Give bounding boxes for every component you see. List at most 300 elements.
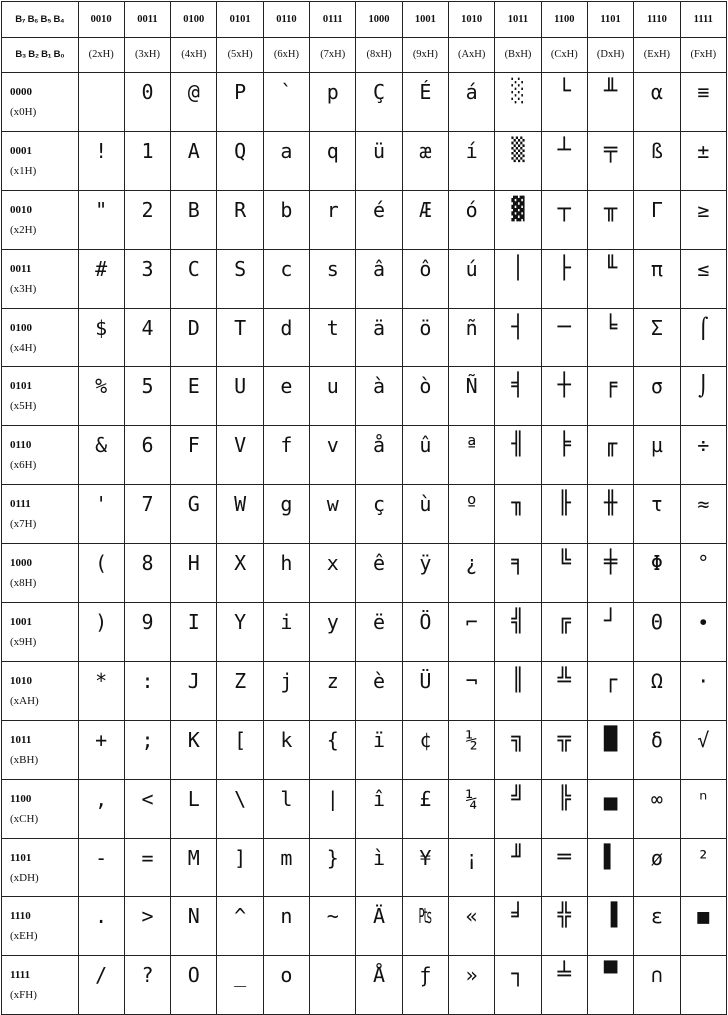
- character-cell: ú: [449, 249, 495, 308]
- character-cell: ╤: [587, 131, 633, 190]
- column-hex-label: (CxH): [550, 49, 578, 60]
- character-cell: ~: [310, 897, 356, 956]
- row-hex-label: (x1H): [10, 164, 37, 177]
- column-header: [541, 2, 587, 73]
- header-row: [2, 2, 727, 73]
- character-cell: ┘: [587, 603, 633, 662]
- character-cell: i: [263, 603, 309, 662]
- character-cell: >: [124, 897, 170, 956]
- column-header: [217, 2, 263, 73]
- character-cell: ': [78, 485, 124, 544]
- character-cell: ó: [449, 190, 495, 249]
- character-cell: t: [310, 308, 356, 367]
- character-cell: Ñ: [449, 367, 495, 426]
- character-cell: «: [449, 897, 495, 956]
- row-header: [2, 720, 79, 779]
- character-cell: ╧: [541, 956, 587, 1015]
- character-cell: <: [124, 779, 170, 838]
- character-cell: &: [78, 426, 124, 485]
- character-cell: ±: [680, 131, 726, 190]
- character-cell: h: [263, 544, 309, 603]
- character-cell: %: [78, 367, 124, 426]
- table-row: [2, 838, 727, 897]
- column-binary-label: 0011: [125, 2, 170, 38]
- character-cell: ⁿ: [680, 779, 726, 838]
- character-cell: P: [217, 73, 263, 132]
- character-cell: ₧: [402, 897, 448, 956]
- table-row: [2, 190, 727, 249]
- character-cell: æ: [402, 131, 448, 190]
- character-cell: ╚: [541, 544, 587, 603]
- character-cell: ╨: [587, 73, 633, 132]
- character-cell: ;: [124, 720, 170, 779]
- column-hex-label: (ExH): [643, 49, 671, 60]
- character-cell: Y: [217, 603, 263, 662]
- character-cell: [78, 73, 124, 132]
- row-binary-label: 0011: [10, 262, 32, 275]
- column-hex-label: (FxH): [690, 49, 717, 60]
- column-header: [587, 2, 633, 73]
- row-header: [2, 779, 79, 838]
- character-cell: [310, 956, 356, 1015]
- character-cell: ▀: [587, 956, 633, 1015]
- character-cell: E: [171, 367, 217, 426]
- column-binary-label: 1001: [403, 2, 448, 38]
- character-cell: ╔: [541, 603, 587, 662]
- table-row: [2, 249, 727, 308]
- row-hex-label: (x4H): [10, 341, 37, 354]
- character-cell: █: [587, 720, 633, 779]
- character-cell: Ö: [402, 603, 448, 662]
- character-cell: =: [124, 838, 170, 897]
- character-cell: ]: [217, 838, 263, 897]
- character-cell: S: [217, 249, 263, 308]
- character-cell: D: [171, 308, 217, 367]
- character-cell: ╗: [495, 720, 541, 779]
- row-hex-label: (x2H): [10, 223, 37, 236]
- character-cell: ┐: [495, 956, 541, 1015]
- character-cell: ä: [356, 308, 402, 367]
- character-cell: ╕: [495, 544, 541, 603]
- character-cell: ÿ: [402, 544, 448, 603]
- character-cell: ñ: [449, 308, 495, 367]
- character-cell: ═: [541, 838, 587, 897]
- row-header: [2, 838, 79, 897]
- character-cell: Φ: [634, 544, 680, 603]
- character-cell: α: [634, 73, 680, 132]
- column-header: [78, 2, 124, 73]
- character-cell: ·: [680, 661, 726, 720]
- character-cell: N: [171, 897, 217, 956]
- character-cell: ▐: [587, 897, 633, 956]
- character-cell: ║: [495, 661, 541, 720]
- character-cell: ∙: [680, 603, 726, 662]
- row-hex-label: (xBH): [10, 753, 39, 766]
- character-cell: Å: [356, 956, 402, 1015]
- row-hex-label: (x7H): [10, 518, 37, 531]
- character-cell: z: [310, 661, 356, 720]
- character-cell: ≥: [680, 190, 726, 249]
- row-header: [2, 661, 79, 720]
- character-cell: ô: [402, 249, 448, 308]
- table-row: [2, 897, 727, 956]
- row-binary-label: 1100: [10, 792, 32, 805]
- row-header: [2, 426, 79, 485]
- character-cell: ╢: [495, 426, 541, 485]
- character-cell: ╙: [587, 249, 633, 308]
- character-cell: A: [171, 131, 217, 190]
- character-cell: │: [495, 249, 541, 308]
- column-header: [263, 2, 309, 73]
- character-cell: ∩: [634, 956, 680, 1015]
- character-cell: ò: [402, 367, 448, 426]
- character-cell: ╩: [541, 661, 587, 720]
- character-cell: \: [217, 779, 263, 838]
- character-cell: ü: [356, 131, 402, 190]
- row-binary-label: 1101: [10, 851, 32, 864]
- character-cell: ²: [680, 838, 726, 897]
- character-cell: `: [263, 73, 309, 132]
- character-cell: u: [310, 367, 356, 426]
- character-cell: T: [217, 308, 263, 367]
- character-cell: £: [402, 779, 448, 838]
- table-row: [2, 661, 727, 720]
- column-binary-label: 0100: [171, 2, 216, 38]
- character-cell: 0: [124, 73, 170, 132]
- character-cell: I: [171, 603, 217, 662]
- column-header: [310, 2, 356, 73]
- character-cell: :: [124, 661, 170, 720]
- column-binary-label: 0101: [217, 2, 262, 38]
- character-cell: /: [78, 956, 124, 1015]
- character-cell: √: [680, 720, 726, 779]
- character-cell: 7: [124, 485, 170, 544]
- character-cell: 6: [124, 426, 170, 485]
- character-cell: @: [171, 73, 217, 132]
- character-cell: â: [356, 249, 402, 308]
- character-cell: U: [217, 367, 263, 426]
- column-binary-label: 1000: [356, 2, 401, 38]
- row-hex-label: (xCH): [10, 812, 39, 825]
- column-hex-label: (AxH): [457, 49, 486, 60]
- row-hex-label: (x8H): [10, 577, 37, 590]
- column-header: [402, 2, 448, 73]
- row-header: [2, 190, 79, 249]
- character-cell: ─: [541, 308, 587, 367]
- row-header: [2, 249, 79, 308]
- character-cell: é: [356, 190, 402, 249]
- row-hex-label: (xAH): [10, 694, 39, 707]
- character-cell: ¼: [449, 779, 495, 838]
- character-cell: Ü: [402, 661, 448, 720]
- character-cell: $: [78, 308, 124, 367]
- column-header: [449, 2, 495, 73]
- column-hex-label: (7xH): [320, 49, 346, 60]
- character-cell: W: [217, 485, 263, 544]
- character-cell: á: [449, 73, 495, 132]
- character-cell: q: [310, 131, 356, 190]
- character-cell: ƒ: [402, 956, 448, 1015]
- table-row: [2, 720, 727, 779]
- low-bits-label: B₃ B₂ B₁ B₀: [15, 49, 65, 60]
- table-row: [2, 73, 727, 132]
- row-hex-label: (x5H): [10, 400, 37, 413]
- character-cell: ╛: [495, 897, 541, 956]
- character-cell: ┤: [495, 308, 541, 367]
- character-cell: 3: [124, 249, 170, 308]
- character-cell: ε: [634, 897, 680, 956]
- character-cell: ≈: [680, 485, 726, 544]
- character-cell: τ: [634, 485, 680, 544]
- character-cell: ,: [78, 779, 124, 838]
- character-cell: ß: [634, 131, 680, 190]
- character-cell: .: [78, 897, 124, 956]
- column-header: [495, 2, 541, 73]
- character-cell: δ: [634, 720, 680, 779]
- character-cell: °: [680, 544, 726, 603]
- column-binary-label: 1100: [542, 2, 587, 38]
- character-cell: ╘: [587, 308, 633, 367]
- row-hex-label: (x9H): [10, 635, 37, 648]
- column-binary-label: 0111: [310, 2, 355, 38]
- character-cell: ê: [356, 544, 402, 603]
- character-cell: #: [78, 249, 124, 308]
- row-header: [2, 485, 79, 544]
- table-body: [2, 73, 727, 1015]
- character-cell: Σ: [634, 308, 680, 367]
- character-cell: l: [263, 779, 309, 838]
- character-cell: j: [263, 661, 309, 720]
- character-cell: m: [263, 838, 309, 897]
- row-binary-label: 1000: [10, 557, 32, 570]
- character-cell: s: [310, 249, 356, 308]
- character-cell: K: [171, 720, 217, 779]
- character-cell: ╡: [495, 367, 541, 426]
- character-cell: ⌐: [449, 603, 495, 662]
- column-hex-label: (8xH): [366, 49, 392, 60]
- character-cell: Q: [217, 131, 263, 190]
- character-cell: b: [263, 190, 309, 249]
- character-cell: c: [263, 249, 309, 308]
- character-cell: ╝: [495, 779, 541, 838]
- character-cell: Z: [217, 661, 263, 720]
- character-cell: ┼: [541, 367, 587, 426]
- character-cell: _: [217, 956, 263, 1015]
- row-header: [2, 367, 79, 426]
- character-cell: !: [78, 131, 124, 190]
- table-row: [2, 367, 727, 426]
- table-row: [2, 603, 727, 662]
- column-binary-label: 1110: [634, 2, 679, 38]
- character-cell: ▄: [587, 779, 633, 838]
- character-cell: ë: [356, 603, 402, 662]
- column-header: [171, 2, 217, 73]
- table-row: [2, 131, 727, 190]
- character-cell: Θ: [634, 603, 680, 662]
- column-binary-label: 1111: [681, 2, 726, 38]
- character-cell: J: [171, 661, 217, 720]
- character-cell: ╟: [541, 485, 587, 544]
- column-header: [356, 2, 402, 73]
- row-binary-label: 0111: [10, 498, 31, 511]
- character-cell: ┴: [541, 131, 587, 190]
- row-binary-label: 1010: [10, 674, 32, 687]
- character-cell: ^: [217, 897, 263, 956]
- character-cell: -: [78, 838, 124, 897]
- row-binary-label: 1110: [10, 910, 31, 923]
- character-cell: Ω: [634, 661, 680, 720]
- table-row: [2, 544, 727, 603]
- character-cell: g: [263, 485, 309, 544]
- character-cell: p: [310, 73, 356, 132]
- character-cell: [680, 956, 726, 1015]
- character-cell: Ç: [356, 73, 402, 132]
- character-cell: ╬: [541, 897, 587, 956]
- row-hex-label: (x3H): [10, 282, 37, 295]
- character-cell: ┌: [587, 661, 633, 720]
- character-cell: ╫: [587, 485, 633, 544]
- character-cell: è: [356, 661, 402, 720]
- character-cell: ): [78, 603, 124, 662]
- character-cell: ╞: [541, 426, 587, 485]
- character-cell: a: [263, 131, 309, 190]
- character-cell: +: [78, 720, 124, 779]
- character-cell: (: [78, 544, 124, 603]
- character-cell: ╓: [587, 426, 633, 485]
- character-cell: }: [310, 838, 356, 897]
- character-cell: Æ: [402, 190, 448, 249]
- character-cell: v: [310, 426, 356, 485]
- row-binary-label: 0110: [10, 439, 32, 452]
- character-cell: º: [449, 485, 495, 544]
- character-cell: o: [263, 956, 309, 1015]
- character-cell: å: [356, 426, 402, 485]
- character-cell: ¡: [449, 838, 495, 897]
- character-cell: d: [263, 308, 309, 367]
- character-cell: L: [171, 779, 217, 838]
- character-cell: R: [217, 190, 263, 249]
- character-cell: *: [78, 661, 124, 720]
- character-cell: ▌: [587, 838, 633, 897]
- character-cell: ▒: [495, 131, 541, 190]
- character-cell: V: [217, 426, 263, 485]
- character-cell: ∞: [634, 779, 680, 838]
- character-cell: ░: [495, 73, 541, 132]
- character-cell: 2: [124, 190, 170, 249]
- column-header: [680, 2, 726, 73]
- row-binary-label: 0000: [10, 85, 32, 98]
- character-cell: ì: [356, 838, 402, 897]
- row-binary-label: 0001: [10, 144, 32, 157]
- bit-order-corner: [2, 2, 79, 73]
- table-row: [2, 485, 727, 544]
- column-hex-label: (5xH): [227, 49, 253, 60]
- row-hex-label: (xEH): [10, 930, 38, 943]
- column-hex-label: (3xH): [134, 49, 161, 60]
- character-cell: ╪: [587, 544, 633, 603]
- character-code-table: [1, 1, 727, 1015]
- character-cell: └: [541, 73, 587, 132]
- row-header: [2, 956, 79, 1015]
- character-cell: B: [171, 190, 217, 249]
- character-cell: í: [449, 131, 495, 190]
- row-header: [2, 308, 79, 367]
- character-cell: ?: [124, 956, 170, 1015]
- character-cell: ¥: [402, 838, 448, 897]
- character-cell: O: [171, 956, 217, 1015]
- character-cell: |: [310, 779, 356, 838]
- character-cell: ÷: [680, 426, 726, 485]
- character-cell: r: [310, 190, 356, 249]
- character-cell: î: [356, 779, 402, 838]
- character-cell: ╠: [541, 779, 587, 838]
- column-header: [124, 2, 170, 73]
- character-cell: {: [310, 720, 356, 779]
- character-cell: ⌡: [680, 367, 726, 426]
- character-cell: H: [171, 544, 217, 603]
- character-cell: ╣: [495, 603, 541, 662]
- column-hex-label: (9xH): [412, 49, 438, 60]
- character-cell: π: [634, 249, 680, 308]
- row-binary-label: 1011: [10, 733, 32, 746]
- character-cell: ¿: [449, 544, 495, 603]
- character-cell: ⌠: [680, 308, 726, 367]
- character-cell: ╖: [495, 485, 541, 544]
- column-binary-label: 1010: [449, 2, 494, 38]
- row-binary-label: 1111: [10, 969, 31, 982]
- character-cell: ö: [402, 308, 448, 367]
- character-cell: ø: [634, 838, 680, 897]
- column-binary-label: 1011: [495, 2, 540, 38]
- character-cell: û: [402, 426, 448, 485]
- character-cell: »: [449, 956, 495, 1015]
- character-cell: ╜: [495, 838, 541, 897]
- character-cell: 5: [124, 367, 170, 426]
- character-cell: G: [171, 485, 217, 544]
- character-cell: Γ: [634, 190, 680, 249]
- high-bits-label: B₇ B₆ B₅ B₄: [2, 2, 78, 38]
- column-binary-label: 0110: [264, 2, 309, 38]
- table-row: [2, 956, 727, 1015]
- character-cell: M: [171, 838, 217, 897]
- table-row: [2, 426, 727, 485]
- row-binary-label: 0101: [10, 380, 32, 393]
- row-hex-label: (x6H): [10, 459, 37, 472]
- character-cell: [: [217, 720, 263, 779]
- character-cell: µ: [634, 426, 680, 485]
- row-binary-label: 0010: [10, 203, 32, 216]
- character-cell: n: [263, 897, 309, 956]
- character-cell: X: [217, 544, 263, 603]
- table-row: [2, 308, 727, 367]
- character-cell: 8: [124, 544, 170, 603]
- character-cell: ╦: [541, 720, 587, 779]
- character-cell: Ä: [356, 897, 402, 956]
- character-cell: É: [402, 73, 448, 132]
- character-cell: ¬: [449, 661, 495, 720]
- column-hex-label: (DxH): [596, 49, 625, 60]
- character-cell: ≡: [680, 73, 726, 132]
- character-cell: ": [78, 190, 124, 249]
- character-cell: ¢: [402, 720, 448, 779]
- row-header: [2, 73, 79, 132]
- column-hex-label: (6xH): [273, 49, 299, 60]
- character-cell: ≤: [680, 249, 726, 308]
- character-cell: ª: [449, 426, 495, 485]
- character-cell: σ: [634, 367, 680, 426]
- character-cell: 4: [124, 308, 170, 367]
- column-hex-label: (BxH): [504, 49, 532, 60]
